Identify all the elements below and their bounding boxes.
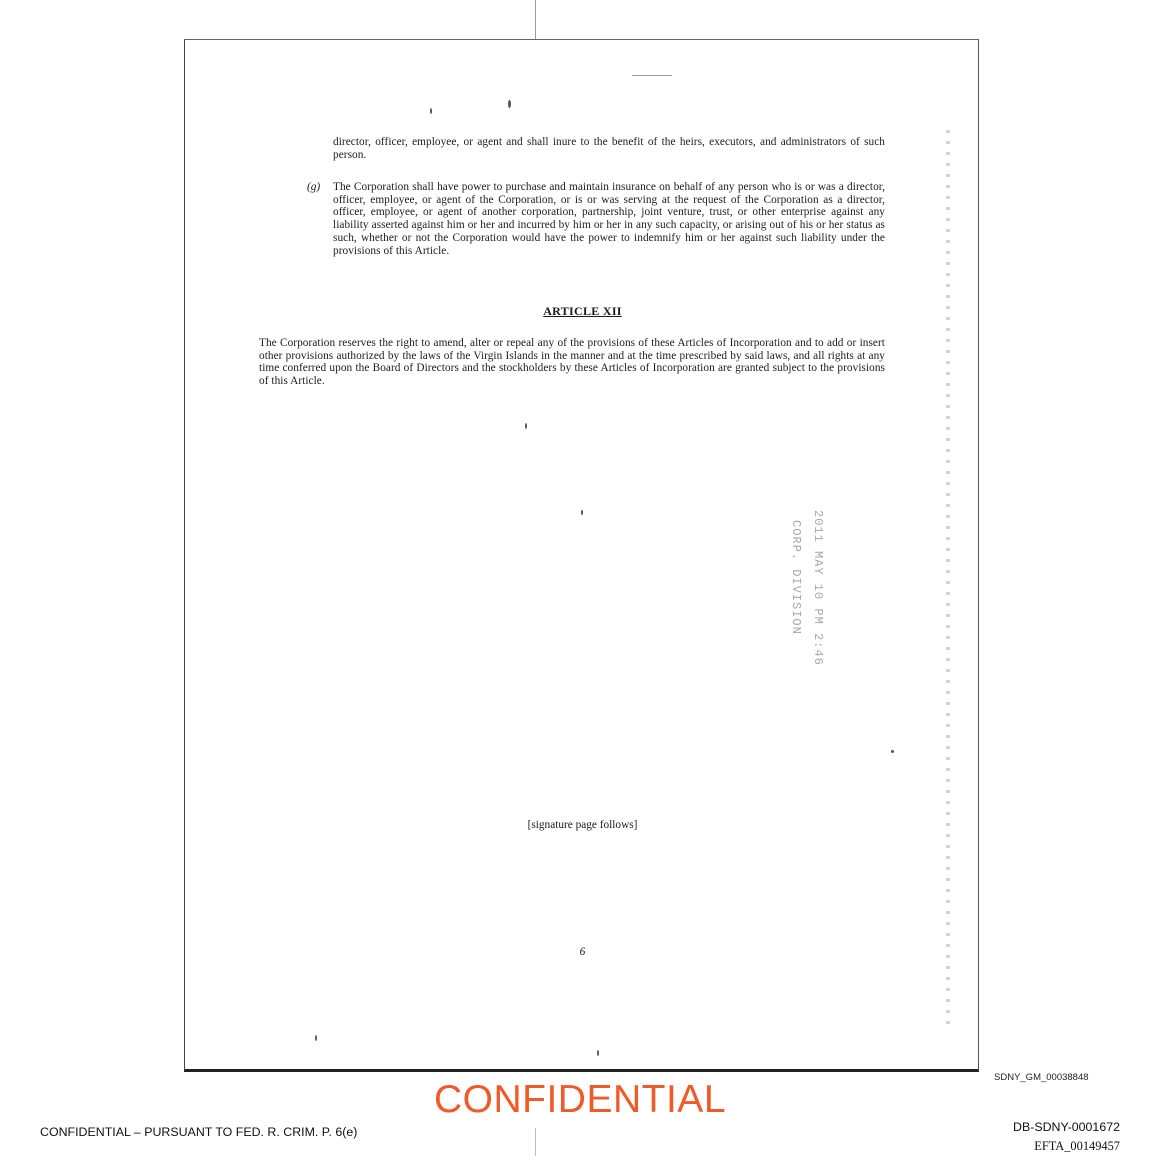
bates-number-sdny-gm: SDNY_GM_00038848 xyxy=(994,1072,1089,1083)
scan-bottom-tick xyxy=(535,1128,536,1156)
scan-artifact xyxy=(891,750,894,753)
scan-artifact xyxy=(581,510,583,515)
bates-number-db-sdny: DB-SDNY-0001672 xyxy=(1013,1120,1120,1134)
scan-artifact xyxy=(315,1035,317,1041)
article-xii-paragraph: The Corporation reserves the right to amend, alter or repeal any of the provisions of these Articles of Incorporation and to add or insert other provisions authorized by the laws of the Virgin Islands in the manner and at the time prescribed by said laws, and all rights at any time conferred upon the Board of Directors and the stockholders by these Articles of Incorporation are granted subject to the provisions of this Article. xyxy=(259,337,885,388)
confidential-banner: CONFIDENTIAL xyxy=(433,1078,727,1121)
efta-identifier: EFTA_00149457 xyxy=(1034,1139,1120,1153)
page-number: 6 xyxy=(579,946,586,958)
scanned-page xyxy=(184,39,979,1072)
scan-artifact xyxy=(430,108,432,114)
article-heading: ARTICLE XII xyxy=(543,304,622,318)
confidential-notice: CONFIDENTIAL – PURSUANT TO FED. R. CRIM. P. 6(e) xyxy=(40,1125,358,1139)
scan-top-tick xyxy=(535,0,536,40)
scan-artifact xyxy=(508,100,511,108)
stamp-line-division: CORP. DIVISION xyxy=(789,520,803,635)
scan-artifact xyxy=(597,1050,599,1056)
stamp-line-date: 2011 MAY 10 PM 2:46 xyxy=(811,510,825,666)
filing-stamp xyxy=(725,510,895,666)
scan-artifact xyxy=(632,75,672,76)
item-g-label: (g) xyxy=(307,181,321,193)
item-g-paragraph: The Corporation shall have power to purchase and maintain insurance on behalf of any person who is or was a director, officer, employee, or agent of the Corporation, or is or was serving at the request of the Corporation as a director, officer, employee, or agent of another corporation, partnership, joint venture, trust, or other enterprise against any liability asserted against him or her and incurred by him or her in any such capacity, or arising out of his or her status as such, whether or not the Corporation would have the power to indemnify him or her against such liability under the provisions of this Article. xyxy=(333,181,885,257)
continued-paragraph: director, officer, employee, or agent and shall inure to the benefit of the heirs, executors, and administrators of such person. xyxy=(333,136,885,161)
scan-edge-marks xyxy=(946,130,950,1030)
scan-artifact xyxy=(525,423,527,429)
signature-page-note: [signature page follows] xyxy=(527,819,638,831)
